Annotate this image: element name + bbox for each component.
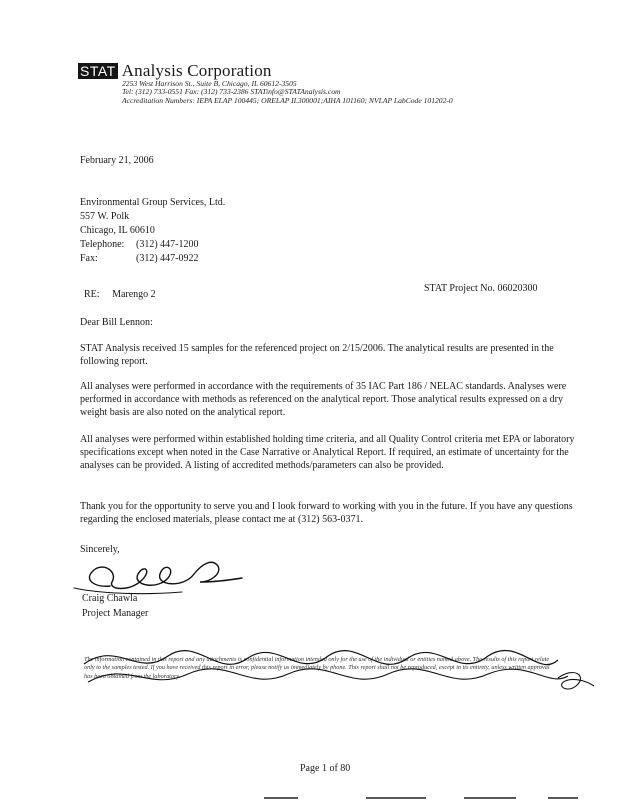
project-number-label: STAT Project No. <box>424 283 495 294</box>
re-line <box>84 288 156 301</box>
company-name: Analysis Corporation <box>121 61 272 80</box>
paragraph-requirements: All analyses were performed in accordance with the requirements of 35 IAC Part 186 / NELAC standards. Analyses were performed in accordance with methods as referenced on the analytical report. Those analytical results expressed on a dry weight basis are also noted on the analytical report. <box>80 381 567 418</box>
recipient-name: Environmental Group Services, Ltd. <box>80 197 226 208</box>
telephone-label: Telephone: <box>80 239 125 250</box>
disclaimer-text: The information contained in this report and any attachments is confidential information intended only for the use of the individual or entities named above. The results of this report relate only to the samples tested. If you have received this report in error, please notify us immediately by phone. This report shall not be reproduced, except in its entirety, unless written approval has been obtained from the laboratory. <box>84 656 550 680</box>
paragraph-quality-control: All analyses were performed within established holding time criteria, and all Quality Control criteria met EPA or laboratory specifications except when noted in the Case Narrative or Analytical Report. If required, an estimate of uncertainty for the analyses can be provided. A listing of accredited methods/parameters can also be provided. <box>80 434 575 471</box>
signer-title: Project Manager <box>82 608 149 619</box>
confidentiality-disclaimer <box>78 630 598 700</box>
project-number-line <box>424 282 537 295</box>
project-number: 06020300 <box>497 283 538 294</box>
recipient-telephone <box>80 238 225 252</box>
recipient-street: 557 W. Polk <box>80 211 130 222</box>
recipient-city: Chicago, IL 60610 <box>80 225 155 236</box>
fax-label: Fax: <box>80 253 98 264</box>
closing: Sincerely, <box>80 544 120 555</box>
recipient-fax <box>80 252 225 266</box>
company-contact: Tel: (312) 733-0551 Fax: (312) 733-2386 STATinfo@STATAnalysis.com <box>122 87 341 96</box>
footer-rules <box>240 796 620 800</box>
paragraph-thank-you: Thank you for the opportunity to serve you and I look forward to working with you in the future. If you have any questions regarding the enclosed materials, please contact me at (312) 563-0371. <box>80 501 573 525</box>
company-logo-line <box>78 62 272 80</box>
re-label: RE: <box>84 289 100 300</box>
project-name: Marengo 2 <box>112 289 156 300</box>
telephone-value: (312) 447-1200 <box>136 239 199 250</box>
letter-date: February 21, 2006 <box>80 155 154 166</box>
page-number: Page 1 of 80 <box>300 763 351 774</box>
handwritten-strikethrough <box>78 630 598 700</box>
accreditation-numbers: Accreditation Numbers: IEPA ELAP 100445; ORELAP IL300001;AIHA 101160; NVLAP LabCode 101202-0 <box>122 96 453 105</box>
company-address: 2253 West Harrison St., Suite B, Chicago, IL 60612-3505 <box>122 79 297 88</box>
paragraph-samples: STAT Analysis received 15 samples for the referenced project on 2/15/2006. The analytical results are presented in the following report. <box>80 343 554 367</box>
stat-logo: STAT <box>80 63 116 79</box>
fax-value: (312) 447-0922 <box>136 253 199 264</box>
recipient-address <box>80 196 225 266</box>
salutation: Dear Bill Lennon: <box>80 317 153 328</box>
signer-name: Craig Chawla <box>82 593 138 604</box>
letterhead <box>78 61 453 105</box>
